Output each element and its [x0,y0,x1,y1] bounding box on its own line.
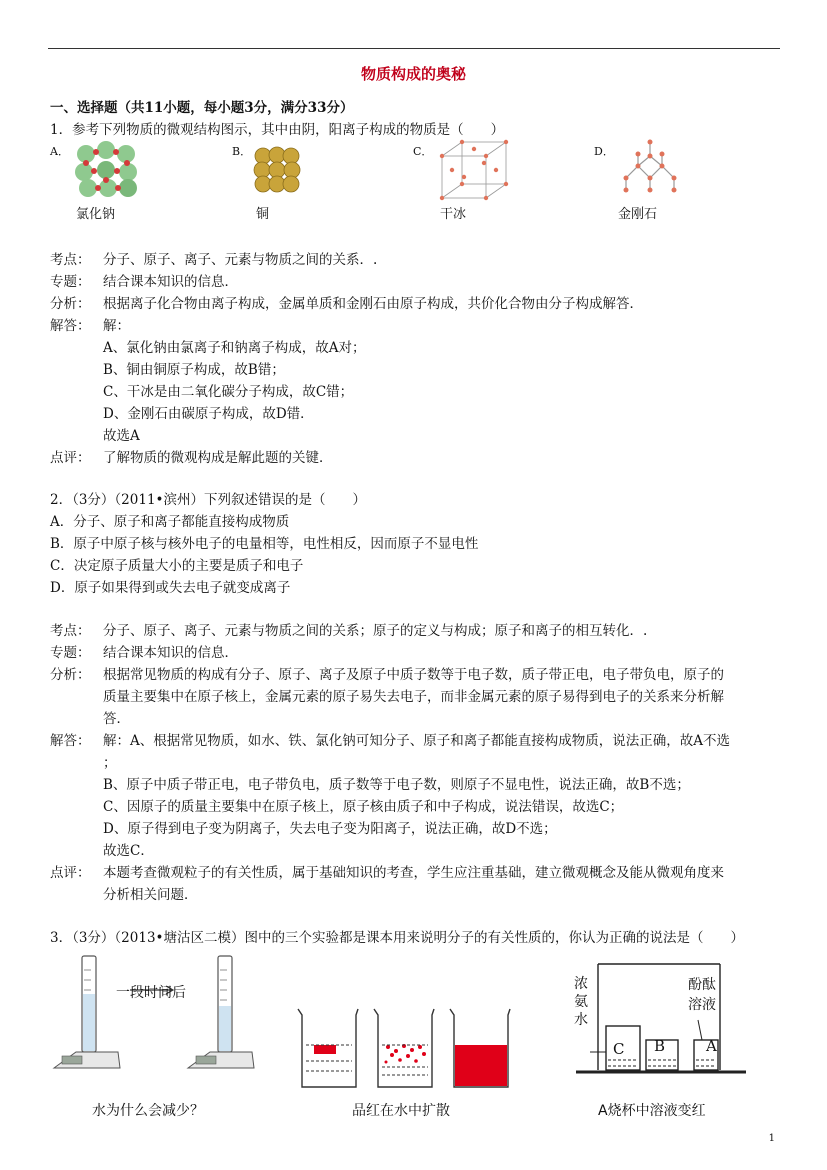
diffusion-figure [292,1005,528,1091]
q1-zhuanti-label: 专题： [50,274,91,290]
nacl-spheres [75,141,137,197]
q2-fenxi-line: 答． [103,711,130,727]
q1-fenxi: 根据离子化合物由离子构成，金属单质和金刚石由原子构成，共价化合物由分子构成解答． [103,296,643,312]
fig-caption-1: 水为什么会减少？ [92,1103,204,1119]
evaporation-figure [46,950,256,1090]
q2-option-b: B．原子中原子核与核外电子的电量相等，电性相反，因而原子不显电性 [50,536,479,552]
q1-dianping-label: 点评： [50,450,91,466]
q2-zhuanti-label: 专题： [50,645,91,661]
q2-jieda-line: 解：A、根据常见物质，如水、铁、氯化钠可知分子、原子和离子都能直接构成物质，说法正确，故A不选 [103,733,730,749]
fig-label-after-time: 一段时间后 [116,985,186,1001]
q2-kaodian: 分子、原子、离子、元素与物质之间的关系；原子的定义与构成；原子和离子的相互转化．. [103,623,648,639]
q1-option-b-letter: B． [232,145,252,158]
q2-jieda-label: 解答： [50,733,91,749]
q2-jieda-line: 故选C． [103,843,154,859]
q2-jieda-line: D、原子得到电子变为阴离子，失去电子变为阳离子，说法正确，故D不选； [103,821,557,837]
q1-jieda-line: A、氯化钠由氯离子和钠离子构成，故A对； [103,340,366,356]
diamond-lattice-image [616,138,684,196]
q1-jieda-line: D、金刚石由碳原子构成，故D错． [103,406,314,422]
q1-option-c-letter: C． [413,145,433,158]
q1-dianping: 了解物质的微观构成是解此题的关键． [103,450,333,466]
q2-dianping-line: 分析相关问题． [103,887,198,903]
fig-caption-3: A烧杯中溶液变红 [598,1103,706,1119]
beaker-label-b: B [654,1037,666,1055]
q2-option-a: A．分子、原子和离子都能直接构成物质 [50,514,290,530]
fig-caption-2: 品红在水中扩散 [352,1103,450,1119]
q2-zhuanti: 结合课本知识的信息． [103,645,238,661]
q2-kaodian-label: 考点： [50,623,91,639]
q2-dianping-label: 点评： [50,865,91,881]
q1-caption-dry-ice: 干冰 [440,207,467,222]
fig-label-phenolphthalein: 酚酞 溶液 [688,977,716,1013]
ammonia-figure [570,960,750,1080]
fig-label-ammonia: 浓 氨 水 [574,976,588,1028]
top-rule [48,48,780,49]
q2-fenxi-label: 分析： [50,667,91,683]
q1-jieda-line: 解： [103,318,130,334]
q1-fenxi-label: 分析： [50,296,91,312]
dry-ice-lattice-image [436,138,514,202]
q1-jieda-label: 解答： [50,318,91,334]
q1-caption-diamond: 金刚石 [618,207,658,222]
page-title: 物质构成的奥秘 [360,65,466,83]
q1-stem: 1．参考下列物质的微观结构图示，其中由阴，阳离子构成的物质是（ ） [50,122,505,138]
page-number: 1 [768,1133,775,1144]
q2-jieda-line: C、因原子的质量主要集中在原子核上，原子核由质子和中子构成，说法错误，故选C； [103,799,624,815]
q1-zhuanti: 结合课本知识的信息． [103,274,238,290]
q1-kaodian: 分子、原子、离子、元素与物质之间的关系．. [103,252,378,268]
q2-option-c: C．决定原子质量大小的主要是质子和电子 [50,558,304,574]
q2-stem: 2．（3分）（2011•滨州）下列叙述错误的是（ ） [50,492,366,508]
q2-fenxi-line: 根据常见物质的构成有分子、原子、离子及原子中质子数等于电子数，质子带正电，电子带负电，原子的 [103,667,724,683]
section-heading: 一、选择题（共11小题，每小题3分，满分33分） [50,100,354,116]
q1-jieda-line: 故选A [103,428,140,444]
q1-kaodian-label: 考点： [50,252,91,268]
q1-jieda-line: B、铜由铜原子构成，故B错； [103,362,285,378]
q2-jieda-line: B、原子中质子带正电，电子带负电，质子数等于电子数，则原子不显电性，说法正确，故B不选； [103,777,690,793]
q3-stem: 3．（3分）（2013•塘沽区二模）图中的三个实验都是课本用来说明分子的有关性质的，你认为正确的说法是（ ） [50,930,744,946]
q1-caption-nacl: 氯化钠 [76,207,116,222]
q1-caption-copper: 铜 [256,207,270,222]
q1-option-a-letter: A． [50,145,69,158]
beaker-label-a: A [706,1037,717,1055]
q2-fenxi-line: 质量主要集中在原子核上，金属元素的原子易失去电子，而非金属元素的原子易得到电子的关系来分析解 [103,689,724,705]
q1-jieda-line: C、干冰是由二氧化碳分子构成，故C错； [103,384,354,400]
q2-option-d: D．原子如果得到或失去电子就变成离子 [50,580,291,596]
copper-lattice-image [252,146,302,194]
nacl-lattice-image [72,140,142,200]
q2-dianping-line: 本题考查微观粒子的有关性质，属于基础知识的考查，学生应注重基础，建立微观概念及能从微观角度来 [103,865,724,881]
beaker-label-c: C [613,1040,625,1058]
q2-jieda-line: ； [103,755,117,771]
q1-option-d-letter: D． [594,145,614,158]
